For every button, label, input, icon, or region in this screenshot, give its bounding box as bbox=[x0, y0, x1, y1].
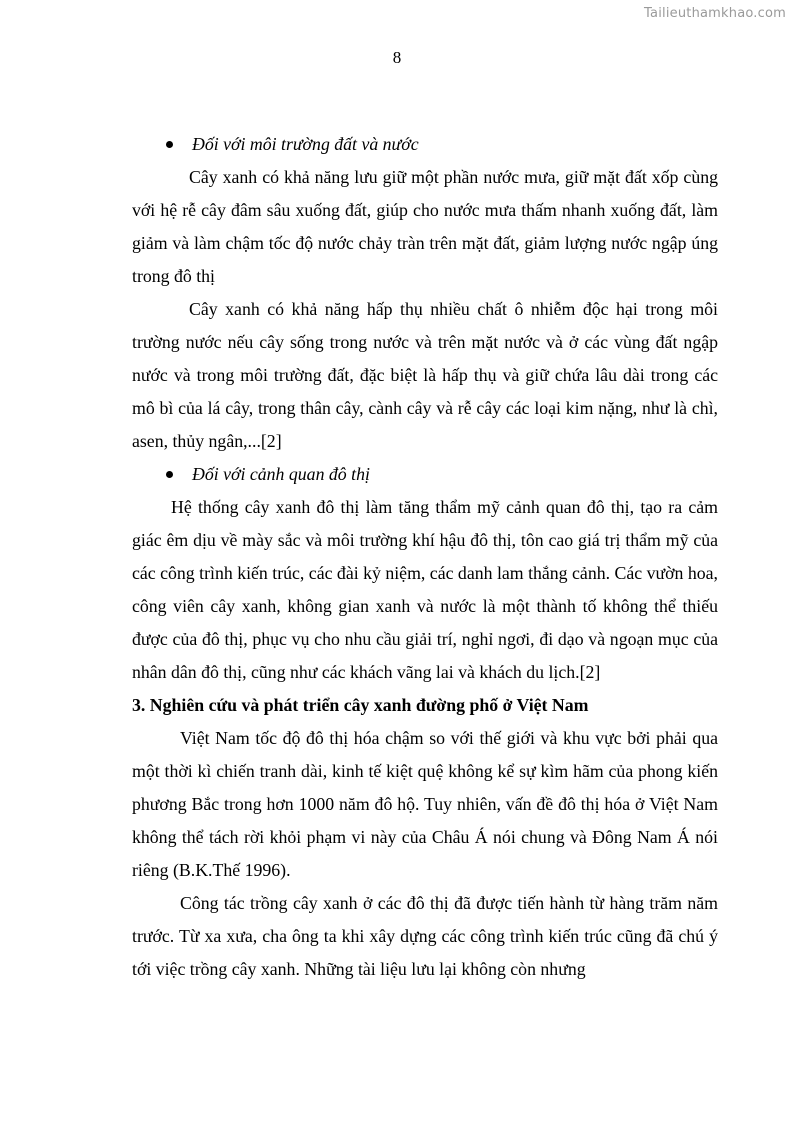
bullet-text: Đối với cảnh quan đô thị bbox=[192, 464, 370, 484]
bullet-item-urban-landscape bbox=[132, 458, 718, 491]
bullet-dot-icon bbox=[166, 471, 173, 478]
section-heading: 3. Nghiên cứu và phát triển cây xanh đường phố ở Việt Nam bbox=[132, 695, 589, 715]
bullet-item-soil-water bbox=[132, 128, 718, 161]
page-number: 8 bbox=[392, 48, 402, 67]
paragraph: Cây xanh có khả năng lưu giữ một phần nước mưa, giữ mặt đất xốp cùng với hệ rễ cây đâm sâu xuống đất, giúp cho nước mưa thấm nhanh xuống đất, làm giảm và làm chậm tốc độ nước chảy tràn trên mặt đất, giảm lượng nước ngập úng trong đô thị bbox=[132, 167, 718, 286]
document-body bbox=[132, 128, 718, 986]
paragraph: Hệ thống cây xanh đô thị làm tăng thẩm mỹ cảnh quan đô thị, tạo ra cảm giác êm dịu về mày sắc và môi trường khí hậu đô thị, tôn cao giá trị thẩm mỹ của các công trình kiến trúc, các đài kỷ niệm, các danh lam thắng cảnh. Các vườn hoa, công viên cây xanh, không gian xanh và nước là một thành tố không thể thiếu được của đô thị, phục vụ cho nhu cầu giải trí, nghỉ ngơi, đi dạo và ngoạn mục của nhân dân đô thị, cũng như các khách vãng lai và khách du lịch.[2] bbox=[132, 497, 718, 682]
paragraph: Việt Nam tốc độ đô thị hóa chậm so với thế giới và khu vực bởi phải qua một thời kì chiến tranh dài, kinh tế kiệt quệ không kể sự kìm hãm của phong kiến phương Bắc trong hơn 1000 năm đô hộ. Tuy nhiên, vấn đề đô thị hóa ở Việt Nam không thể tách rời khỏi phạm vi này của Châu Á nói chung và Đông Nam Á nói riêng (B.K.Thế 1996). bbox=[132, 728, 718, 880]
watermark-text: Tailieuthamkhao.com bbox=[644, 6, 786, 21]
bullet-text: Đối với môi trường đất và nước bbox=[192, 134, 419, 154]
bullet-dot-icon bbox=[166, 141, 173, 148]
paragraph: Công tác trồng cây xanh ở các đô thị đã được tiến hành từ hàng trăm năm trước. Từ xa xưa, cha ông ta khi xây dựng các công trình kiến trúc cũng đã chú ý tới việc trồng cây xanh. Những tài liệu lưu lại không còn nhưng bbox=[132, 893, 718, 979]
paragraph: Cây xanh có khả năng hấp thụ nhiều chất ô nhiễm độc hại trong môi trường nước nếu cây sống trong nước và trên mặt nước và ở các vùng đất ngập nước và trong môi trường đất, đặc biệt là hấp thụ và giữ chứa lâu dài trong các mô bì của lá cây, trong thân cây, cành cây và rễ cây các loại kim nặng, như là chì, asen, thủy ngân,...[2] bbox=[132, 299, 718, 451]
